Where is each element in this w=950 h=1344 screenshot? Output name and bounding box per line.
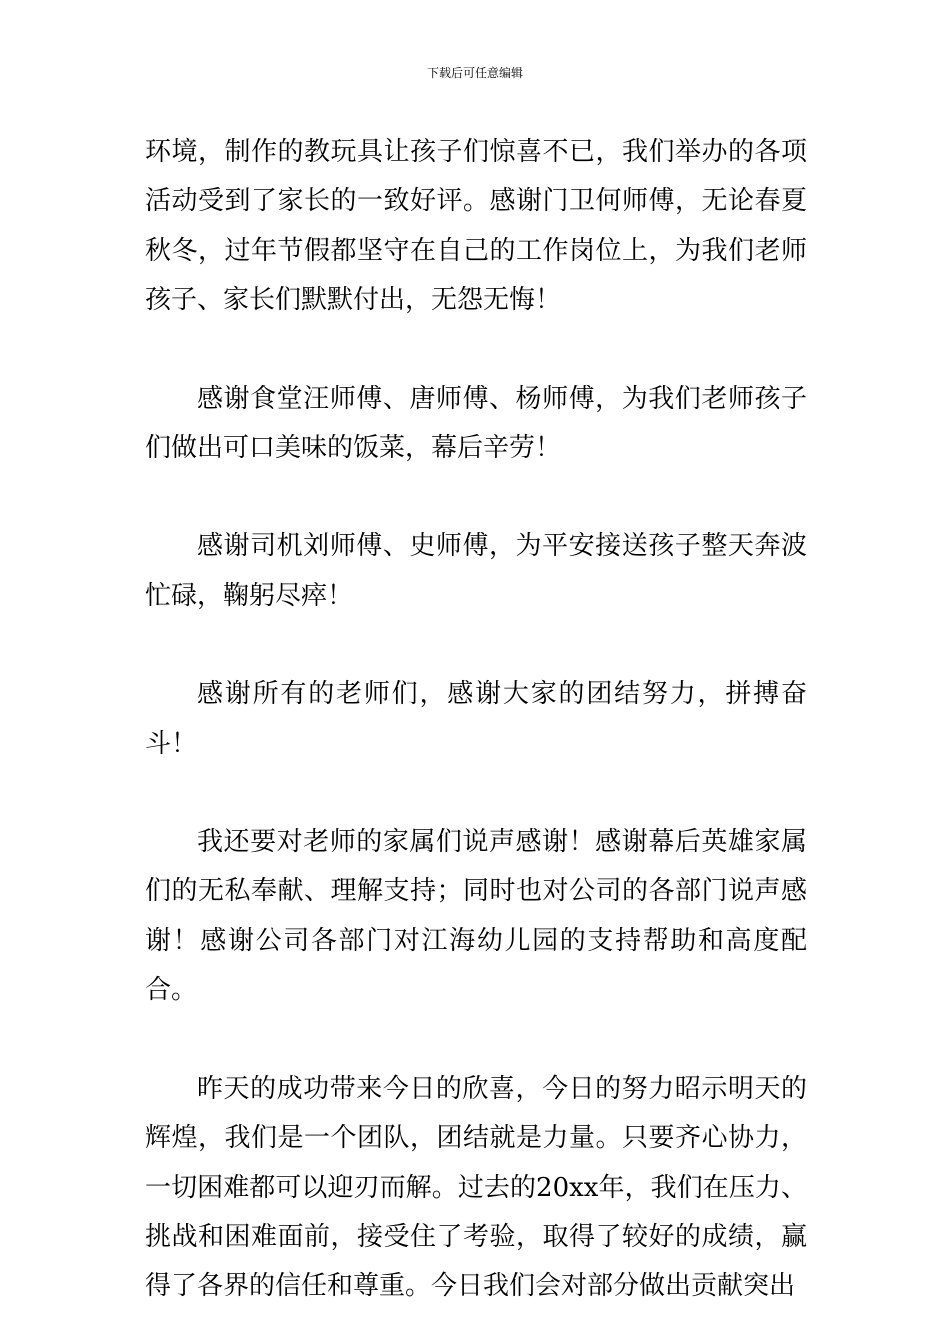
paragraph-teacher-thanks: 感谢所有的老师们，感谢大家的团结努力，拼搏奋斗！ xyxy=(145,679,807,759)
paragraph-closing: 昨天的成功带来今日的欣喜，今日的努力昭示明天的辉煌，我们是一个团队，团结就是力量。只要齐心协力，一切困难都可以迎刃而解。过去的20xx年，我们在压力、挑战和困难面前，接受住了考验，取得了较好的成绩，赢得了各界的信任和尊重。今日我们会对部分做出贡献突出 xyxy=(145,1073,807,1302)
paragraph-family-thanks: 我还要对老师的家属们说声感谢！感谢幕后英雄家属们的无私奉献、理解支持；同时也对公司的各部门说声感谢！感谢公司各部门对江海幼儿园的支持帮助和高度配合。 xyxy=(145,827,807,1006)
document-body xyxy=(145,128,807,1312)
paragraph-continuation: 环境，制作的教玩具让孩子们惊喜不已，我们举办的各项活动受到了家长的一致好评。感谢门卫何师傅，无论春夏秋冬，过年节假都坚守在自己的工作岗位上，为我们老师孩子、家长们默默付出，无怨无悔！ xyxy=(145,137,807,316)
header-note: 下载后可任意编辑 xyxy=(426,66,523,80)
paragraph-driver-thanks: 感谢司机刘师傅、史师傅，为平安接送孩子整天奔波忙碌，鞠躬尽瘁！ xyxy=(145,531,807,611)
paragraph-canteen-thanks: 感谢食堂汪师傅、唐师傅、杨师傅，为我们老师孩子们做出可口美味的饭菜，幕后辛劳！ xyxy=(145,383,807,464)
